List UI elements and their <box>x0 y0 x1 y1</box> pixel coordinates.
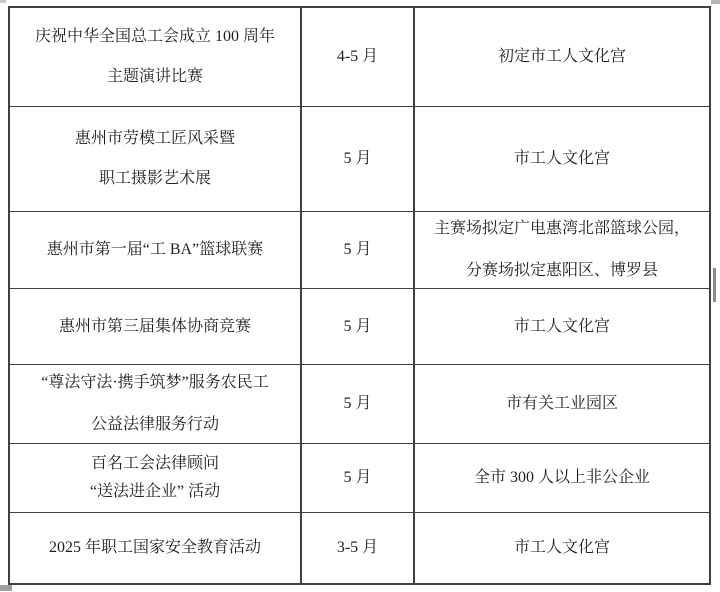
cell-activity <box>10 212 302 289</box>
cell-line: 5 月 <box>343 395 372 412</box>
cell-activity <box>10 107 302 212</box>
cell-activity <box>10 289 302 365</box>
cell-time <box>302 365 415 444</box>
cell-line: 主题演讲比赛 <box>106 68 203 85</box>
cell-line: 市工人文化宫 <box>513 539 610 556</box>
cell-line: 惠州市第一届“工 BA”篮球联赛 <box>46 241 264 258</box>
cell-location <box>415 212 709 289</box>
cell-line: 3-5 月 <box>336 539 379 556</box>
cell-line: 初定市工人文化宫 <box>497 48 626 65</box>
cell-time <box>302 513 415 583</box>
cell-line: 5 月 <box>343 469 372 486</box>
cell-time <box>302 8 415 107</box>
cell-line: 市工人文化宫 <box>513 150 610 167</box>
cell-line: 5 月 <box>343 150 372 167</box>
cell-line: 主赛场拟定广电惠湾北部篮球公园， <box>433 220 690 237</box>
cell-time <box>302 444 415 513</box>
cell-time <box>302 212 415 289</box>
cell-location <box>415 8 709 107</box>
cell-activity <box>10 444 302 513</box>
cell-activity <box>10 513 302 583</box>
cell-activity <box>10 365 302 444</box>
cell-line: 2025 年职工国家安全教育活动 <box>48 539 261 556</box>
page-edge-artifact <box>0 0 6 3</box>
cell-line: 5 月 <box>343 241 372 258</box>
scrollbar-thumb-fragment[interactable] <box>713 268 716 302</box>
cell-line: 惠州市劳模工匠风采暨 <box>74 130 235 147</box>
cell-line: 5 月 <box>343 317 372 335</box>
cell-line: “尊法守法·携手筑梦”服务农民工 <box>41 374 269 391</box>
cell-line: 市有关工业园区 <box>505 395 618 412</box>
cell-location <box>415 444 709 513</box>
page-edge-artifact <box>711 0 720 4</box>
cell-time <box>302 289 415 365</box>
schedule-table <box>8 6 711 585</box>
cell-line: 市工人文化宫 <box>513 317 610 335</box>
cell-location <box>415 289 709 365</box>
cell-time <box>302 107 415 212</box>
cell-line: 公益法律服务行动 <box>90 416 219 433</box>
cell-line: 4-5 月 <box>336 48 379 65</box>
cell-line: 全市 300 人以上非公企业 <box>473 469 650 486</box>
cell-location <box>415 107 709 212</box>
cell-activity <box>10 8 302 107</box>
cell-line: 百名工会法律顾问 <box>90 455 219 472</box>
cell-line: 惠州市第三届集体协商竞赛 <box>58 317 251 335</box>
cell-line: 职工摄影艺术展 <box>98 170 211 187</box>
page-edge-artifact <box>0 585 12 591</box>
cell-location <box>415 513 709 583</box>
cell-line: 分赛场拟定惠阳区、博罗县 <box>465 262 658 279</box>
cell-line: 庆祝中华全国总工会成立 100 周年 <box>34 28 275 45</box>
cell-line: “送法进企业” 活动 <box>89 483 221 500</box>
cell-location <box>415 365 709 444</box>
